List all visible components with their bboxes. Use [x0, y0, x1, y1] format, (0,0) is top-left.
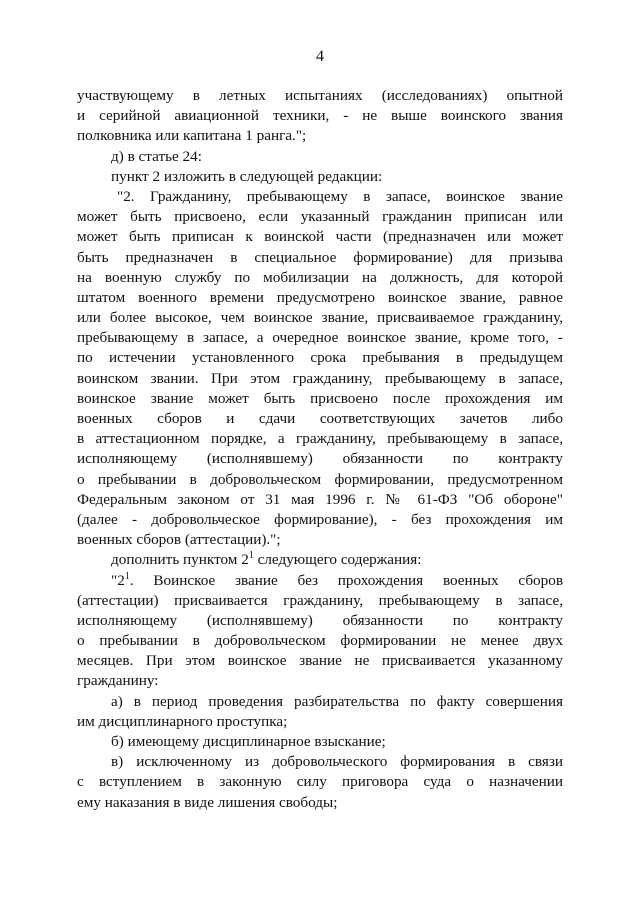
text-line-content: в аттестационном порядке, а гражданину, пребывающему в запасе, [77, 430, 563, 448]
text-line [77, 167, 563, 187]
text-line [77, 671, 563, 691]
text-line [77, 571, 563, 591]
text-line-content: (аттестации) присваивается гражданину, пребывающему в запасе, [77, 591, 563, 609]
text-line [77, 550, 563, 570]
text-line [77, 409, 563, 429]
text-line [77, 288, 563, 308]
text-line-content: и серийной авиационной техники, - не выше воинского звания [77, 107, 563, 125]
text-line [77, 268, 563, 288]
text-line-content: дополнить пунктом 2 [111, 551, 249, 569]
text-line-content: ему наказания в виде лишения свободы; [77, 793, 338, 811]
text-line-content: о пребывании в добровольческом формировании не менее двух [77, 632, 563, 650]
text-line [77, 308, 563, 328]
text-line-content: Федеральным законом от 31 мая 1996 г. № 61-ФЗ "Об обороне" [77, 490, 563, 508]
text-line-content: быть предназначен в специальное формирование) для призыва [77, 248, 563, 266]
text-line-content: штатом военного времени предусмотрено воинское звание, равное [77, 288, 563, 306]
text-line-content: гражданину: [77, 672, 159, 690]
text-line-continuation: следующего содержания: [253, 551, 422, 569]
text-line-content: пребывающему в запасе, а очередное воинское звание, кроме того, - [77, 329, 563, 347]
text-line [77, 207, 563, 227]
text-line-content: по истечении установленного срока пребывания в предыдущем [77, 349, 563, 367]
text-line-continuation: . Воинское звание без прохождения военных сборов [129, 571, 563, 589]
text-line [77, 147, 563, 167]
text-line-content: о пребывании в добровольческом формировании, предусмотренном [77, 470, 563, 488]
text-line-content: может быть приписан к воинской части (предназначен или может [77, 228, 563, 246]
text-line-content: воинском звании. При этом гражданину, пребывающему в запасе, [77, 369, 563, 387]
text-line [77, 772, 563, 792]
text-line-content: на военную службу по мобилизации на должность, для которой [77, 268, 563, 286]
text-line [77, 470, 563, 490]
text-line-content: с вступлением в законную силу приговора суда о назначении [77, 773, 563, 791]
text-line [77, 369, 563, 389]
text-line-content: б) имеющему дисциплинарное взыскание; [111, 733, 386, 750]
text-line [77, 692, 563, 712]
text-line [77, 126, 563, 146]
text-line [77, 348, 563, 368]
text-line [77, 631, 563, 651]
text-line [77, 712, 563, 732]
document-body [77, 86, 563, 813]
text-line-content: военных сборов (аттестации)."; [77, 531, 281, 549]
text-line-content: им дисциплинарного проступка; [77, 712, 288, 730]
text-line [77, 793, 563, 813]
text-line-content: а) в период проведения разбирательства по факту совершения [111, 692, 563, 710]
text-line-content: полковника или капитана 1 ранга."; [77, 127, 307, 145]
text-line-content: исполняющему (исполнявшему) обязанности по контракту [77, 450, 563, 468]
text-line-content: или более высокое, чем воинское звание, присваиваемое гражданину, [77, 309, 563, 327]
page-number: 4 [316, 48, 324, 65]
text-line [77, 611, 563, 631]
text-line [77, 651, 563, 671]
text-line [77, 591, 563, 611]
text-line [77, 530, 563, 550]
text-line-content: исполняющему (исполнявшему) обязанности по контракту [77, 611, 563, 629]
text-line-content: военных сборов и сдачи соответствующих зачетов либо [77, 410, 563, 427]
text-line [77, 510, 563, 530]
text-line [77, 227, 563, 247]
text-line-content: д) в статье 24: [111, 147, 202, 165]
text-line [77, 389, 563, 409]
text-line-content: (далее - добровольческое формирование), - без прохождения им [77, 510, 563, 528]
text-line [77, 752, 563, 772]
text-line-content: месяцев. При этом воинское звание не присваивается указанному [77, 652, 563, 670]
superscript: 1 [248, 550, 254, 562]
text-line-content: участвующему в летных испытаниях (исследованиях) опытной [77, 87, 563, 104]
text-line [77, 429, 563, 449]
text-line-content: "2. Гражданину, пребывающему в запасе, воинское звание [117, 187, 563, 205]
text-line [77, 106, 563, 126]
text-line [77, 449, 563, 469]
text-line-content: воинское звание может быть присвоено после прохождения им [77, 389, 563, 407]
text-line-content: пункт 2 изложить в следующей редакции: [111, 167, 383, 185]
text-line-content: "2 [111, 571, 125, 589]
superscript: 1 [124, 570, 130, 582]
text-line [77, 732, 563, 752]
text-line-content: может быть присвоено, если указанный гражданин приписан или [77, 208, 563, 226]
text-line [77, 86, 563, 106]
text-line [77, 248, 563, 268]
text-line [77, 328, 563, 348]
text-line [77, 187, 563, 207]
text-line-content: в) исключенному из добровольческого формирования в связи [111, 753, 563, 771]
text-line [77, 490, 563, 510]
